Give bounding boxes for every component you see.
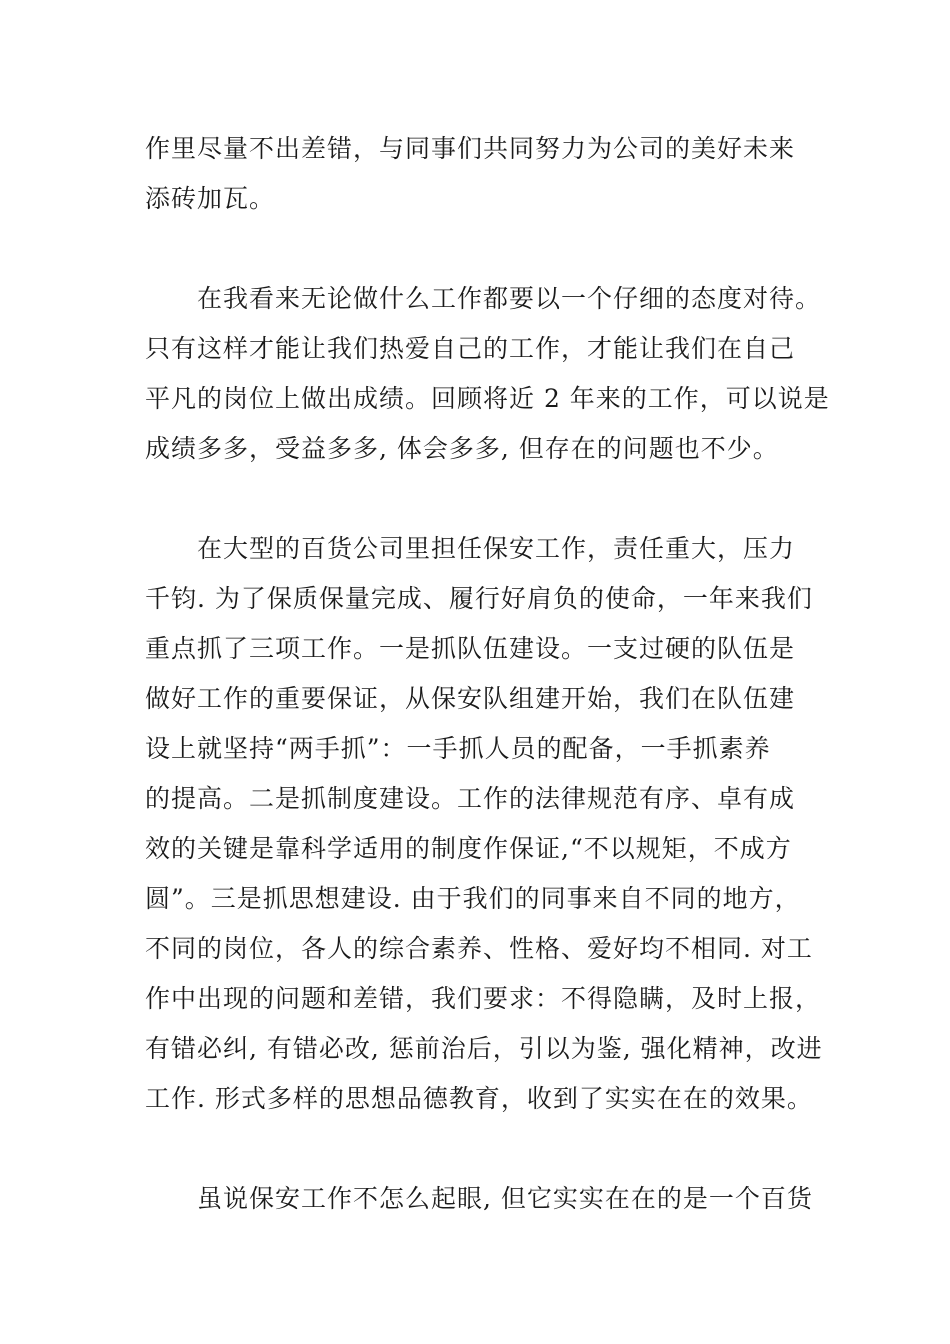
paragraph-3-line-4: 做好工作的重要保证，从保安队组建开始，我们在队伍建 <box>145 684 796 713</box>
paragraph-1-line-2: 添砖加瓦。 <box>145 184 276 213</box>
paragraph-3-line-1: 在大型的百货公司里担任保安工作，责任重大，压力 <box>197 534 796 563</box>
paragraph-3-line-5: 设上就坚持“两手抓”：一手抓人员的配备，一手抓素养 <box>145 734 771 763</box>
paragraph-3-line-11: 有错必纠, 有错必改, 惩前治后，引以为鉴, 强化精神，改进 <box>145 1034 823 1063</box>
paragraph-3-line-8: 圆”。三是抓思想建设. 由于我们的同事来自不同的地方， <box>145 884 801 913</box>
paragraph-3-line-12: 工作. 形式多样的思想品德教育，收到了实实在在的效果。 <box>145 1084 813 1113</box>
paragraph-2-line-2: 只有这样才能让我们热爱自己的工作，才能让我们在自己 <box>145 334 796 363</box>
paragraph-2-line-4: 成绩多多，受益多多, 体会多多, 但存在的问题也不少。 <box>145 434 779 463</box>
paragraph-3-line-6: 的提高。二是抓制度建设。工作的法律规范有序、卓有成 <box>145 784 796 813</box>
paragraph-3-line-2: 千钧. 为了保质保量完成、履行好肩负的使命，一年来我们 <box>145 584 813 613</box>
paragraph-1-line-1: 作里尽量不出差错，与同事们共同努力为公司的美好未来 <box>145 134 796 163</box>
paragraph-2-line-1: 在我看来无论做什么工作都要以一个仔细的态度对待。 <box>197 284 822 313</box>
paragraph-3-line-10: 作中出现的问题和差错，我们要求：不得隐瞒，及时上报， <box>145 984 822 1013</box>
paragraph-3-line-7: 效的关键是靠科学适用的制度作保证,“不以规矩，不成方 <box>145 834 792 863</box>
paragraph-3-line-9: 不同的岗位，各人的综合素养、性格、爱好均不相同. 对工 <box>145 934 813 963</box>
paragraph-4-line-1: 虽说保安工作不怎么起眼, 但它实实在在的是一个百货 <box>197 1184 813 1213</box>
paragraph-2-line-3: 平凡的岗位上做出成绩。回顾将近 2 年来的工作，可以说是 <box>145 384 830 413</box>
paragraph-3-line-3: 重点抓了三项工作。一是抓队伍建设。一支过硬的队伍是 <box>145 634 796 663</box>
